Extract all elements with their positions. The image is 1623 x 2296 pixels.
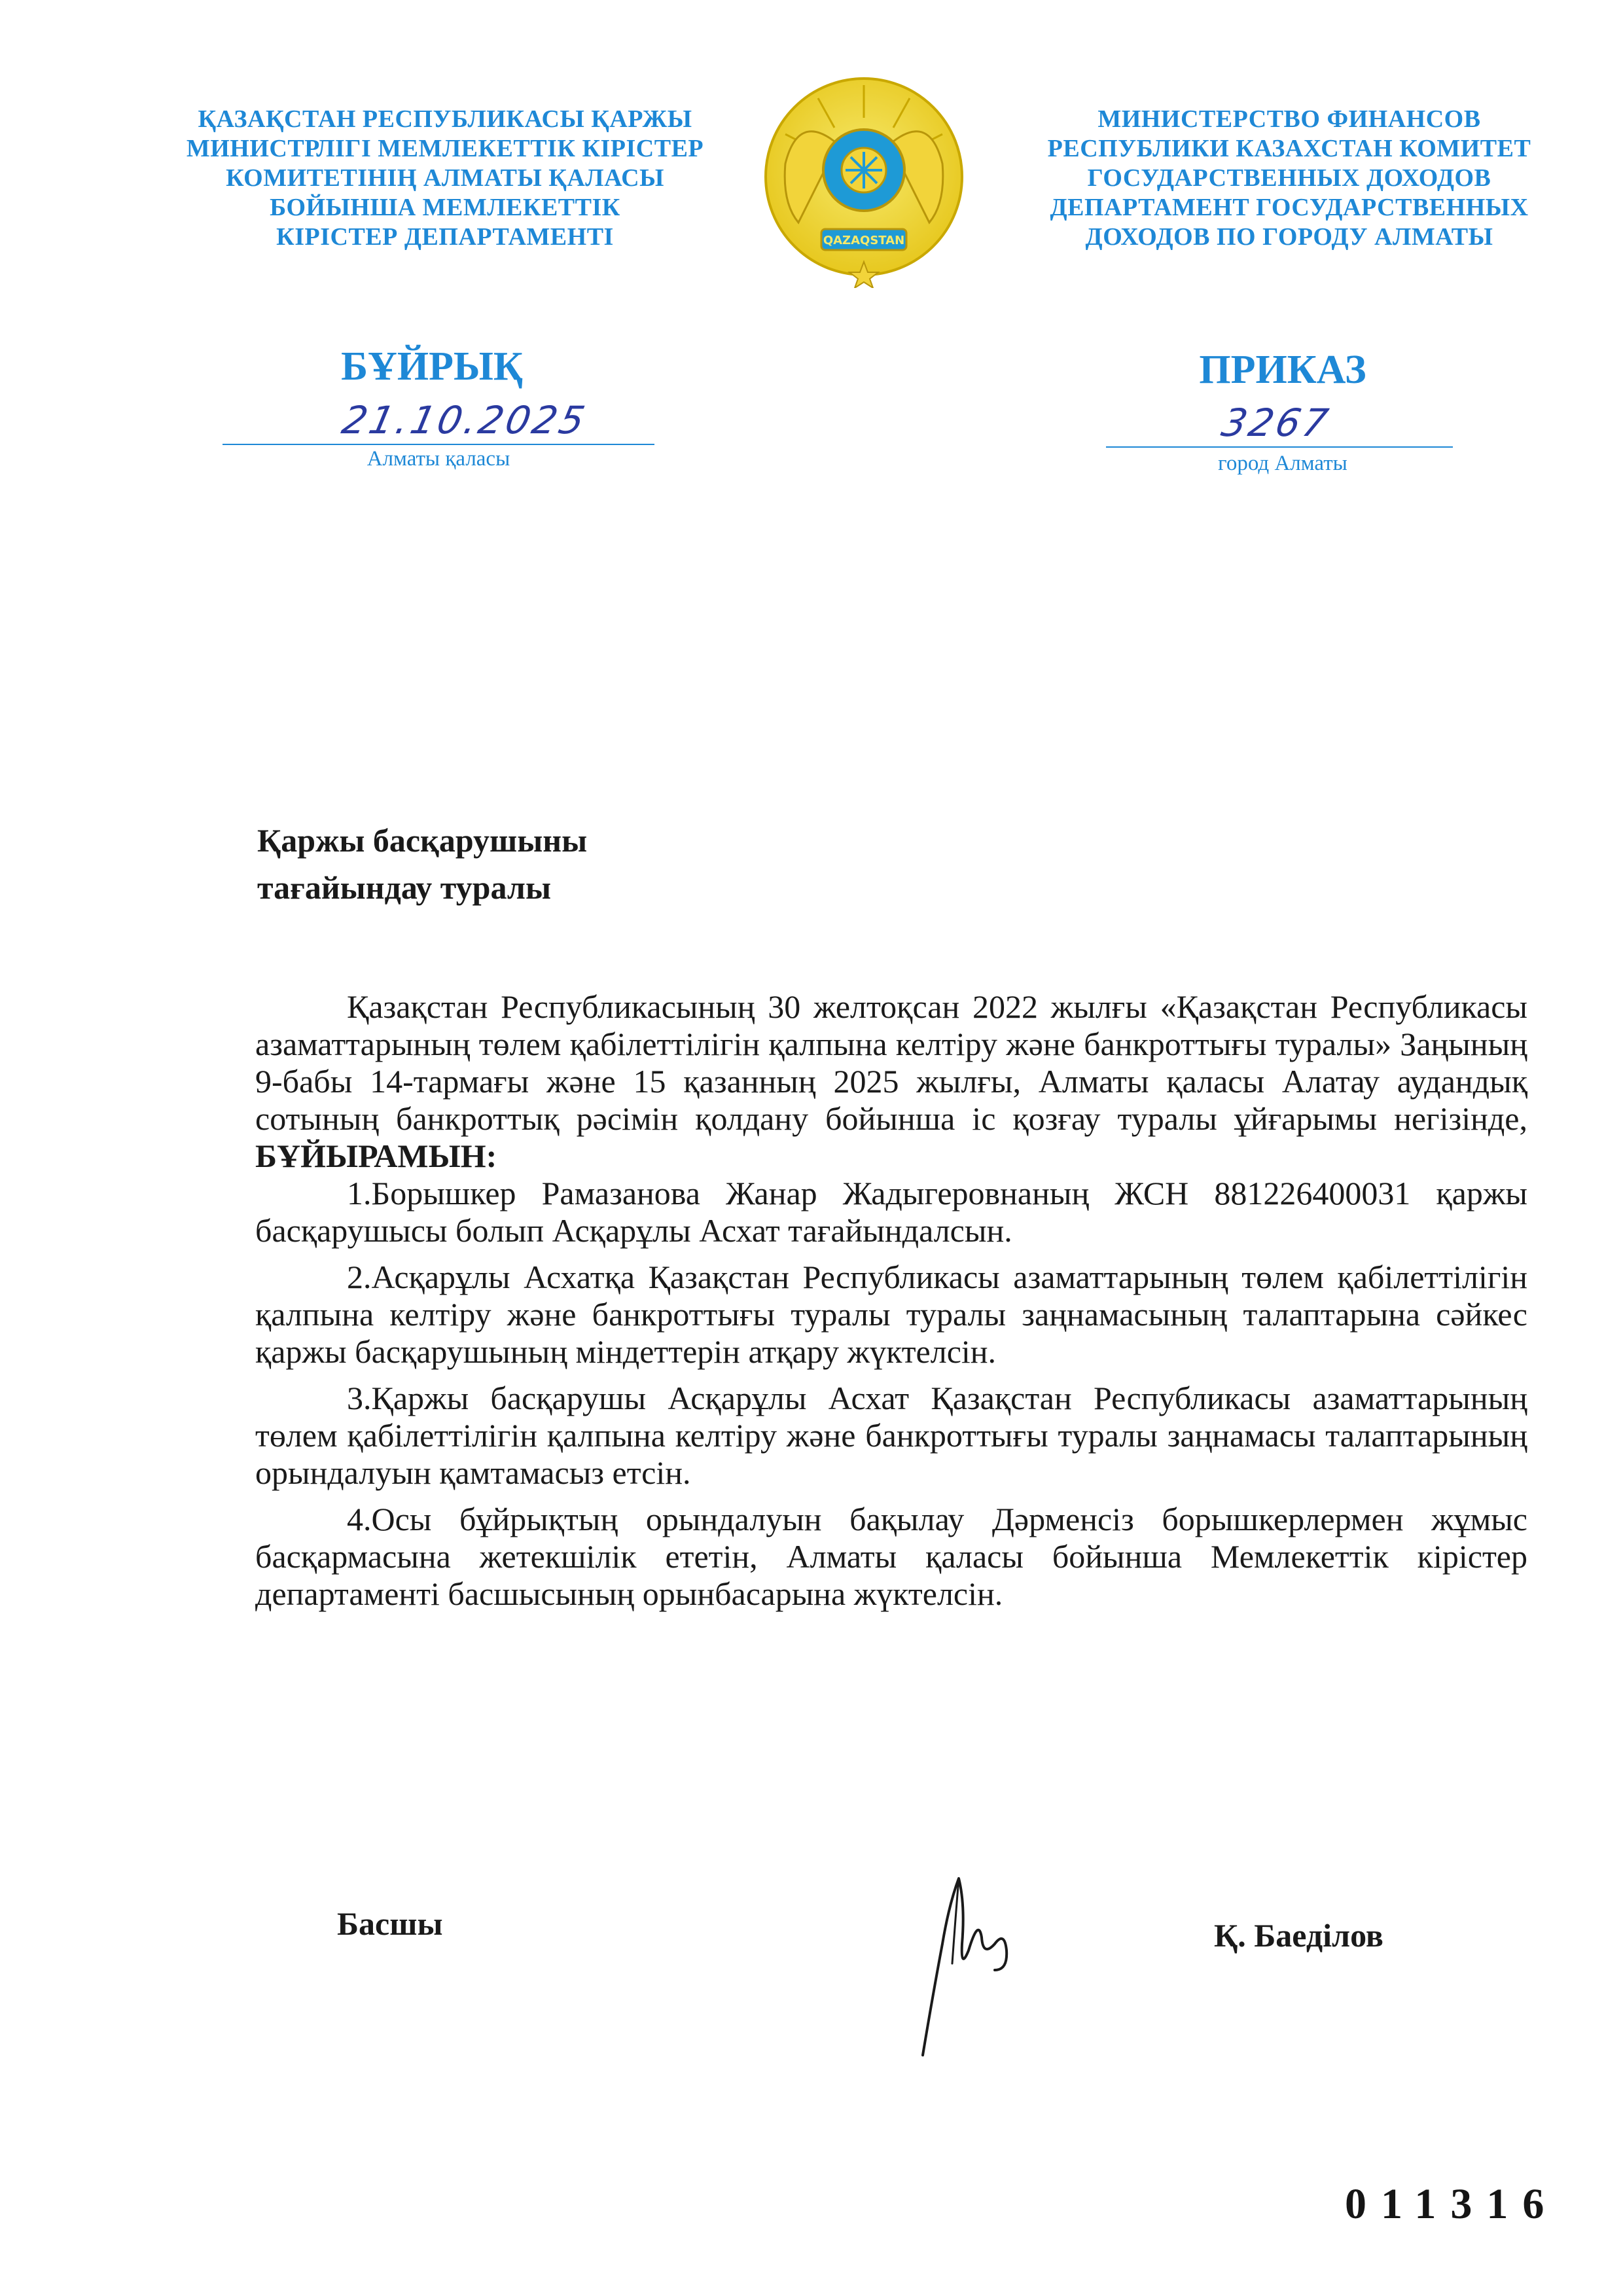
city-label-russian: город Алматы	[1218, 452, 1347, 475]
handwritten-signature-icon	[897, 1865, 1067, 2062]
body-item-3: 3.Қаржы басқарушы Асқарұлы Асхат Қазақстан Республикасы азаматтарының төлем қабілеттілігін қалпына келтіру және банкроттығы туралы заңнамасы талаптарының орындалуын қамтамасыз етсін.	[255, 1380, 1527, 1491]
header-left-line: БОЙЫНША МЕМЛЕКЕТТІК	[270, 194, 620, 221]
body-item-4: 4.Осы бұйрықтың орындалуын бақылау Дәрменсіз борышкерлермен жұмыс басқармасына жетекшілік ететін, Алматы қаласы бойынша Мемлекеттік кірістер департаменті басшысының орынбасарына жүктелсін.	[255, 1501, 1527, 1612]
header-right-russian	[1001, 105, 1577, 252]
body-intro-paragraph	[255, 988, 1527, 1175]
signatory-position: Басшы	[337, 1905, 443, 1942]
body-command-word: БҰЙЫРАМЫН:	[255, 1138, 497, 1174]
document-title	[257, 817, 846, 911]
header-right-line: ДЕПАРТАМЕНТ ГОСУДАРСТВЕННЫХ	[1050, 194, 1529, 221]
order-date-handwritten: 21.10.2025	[338, 398, 592, 442]
order-word-kazakh: БҰЙРЫҚ	[341, 344, 523, 389]
number-underline	[1106, 446, 1453, 448]
header-right-line: РЕСПУБЛИКИ КАЗАХСТАН КОМИТЕТ	[1047, 135, 1531, 162]
header-left-line: КІРІСТЕР ДЕПАРТАМЕНТІ	[276, 223, 614, 251]
document-body	[255, 988, 1527, 1622]
header-left-kazakh	[157, 105, 733, 252]
emblem-ribbon-text: QAZAQSTAN	[823, 234, 905, 247]
document-serial-number: 011316	[1345, 2180, 1559, 2228]
order-number-handwritten: 3267	[1217, 401, 1335, 445]
header-left-line: МИНИСТРЛІГІ МЕМЛЕКЕТТІК КІРІСТЕР	[186, 135, 704, 162]
state-emblem-icon	[759, 72, 969, 288]
body-item-1: 1.Борышкер Рамазанова Жанар Жадыгеровнаның ЖСН 881226400031 қаржы басқарушысы болып Асқарұлы Асхат тағайындалсын.	[255, 1175, 1527, 1249]
body-item-2: 2.Асқарұлы Асхатқа Қазақстан Республикасы азаматтарының төлем қабілеттілігін қалпына келтіру және банкроттығы туралы туралы заңнамасының талаптарына сәйкес қаржы басқарушының міндеттерін атқару жүктелсін.	[255, 1259, 1527, 1370]
body-intro-text: Қазақстан Республикасының 30 желтоқсан 2022 жылғы «Қазақстан Республикасы азаматтарының төлем қабілеттілігін қалпына келтіру және банкроттығы туралы» Заңының 9-бабы 14-тармағы және 15 қазанның 2025 жылғы, Алматы қаласы Алатау аудандық сотының банкроттық рәсімін қолдану бойынша іс қозғау туралы ұйғарымы негізінде,	[255, 988, 1527, 1137]
header-right-line: ГОСУДАРСТВЕННЫХ ДОХОДОВ	[1087, 164, 1491, 192]
header-right-line: МИНИСТЕРСТВО ФИНАНСОВ	[1097, 105, 1481, 133]
city-label-kazakh: Алматы қаласы	[366, 447, 510, 471]
order-word-russian: ПРИКАЗ	[1199, 348, 1366, 392]
document-title-line: Қаржы басқарушыны	[257, 822, 588, 859]
date-underline	[223, 444, 654, 445]
header-right-line: ДОХОДОВ ПО ГОРОДУ АЛМАТЫ	[1085, 223, 1493, 251]
header-left-line: КОМИТЕТІНІҢ АЛМАТЫ ҚАЛАСЫ	[226, 164, 664, 192]
header-left-line: ҚАЗАҚСТАН РЕСПУБЛИКАСЫ ҚАРЖЫ	[198, 105, 692, 133]
document-title-line: тағайындау туралы	[257, 869, 552, 906]
signatory-name: Қ. Баеділов	[1214, 1917, 1383, 1954]
